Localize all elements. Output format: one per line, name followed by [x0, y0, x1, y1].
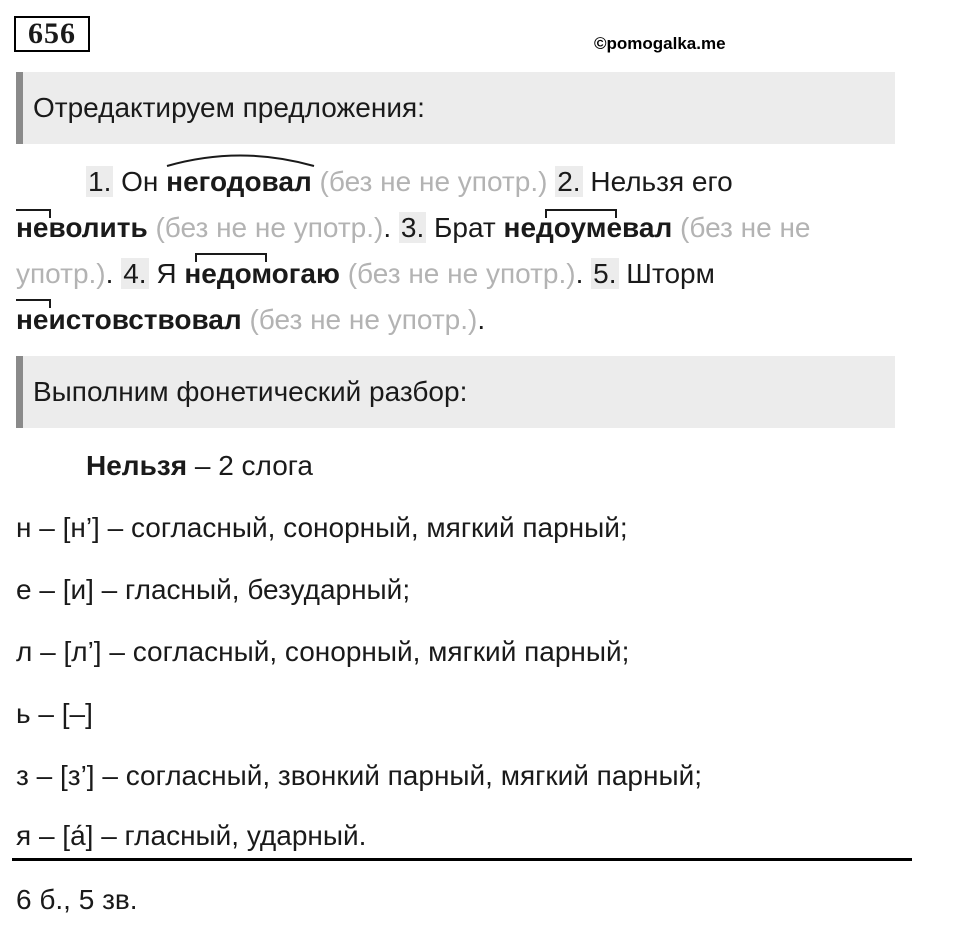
usage-note: (без не не употр.): [249, 304, 478, 335]
watermark: ©pomogalka.me: [594, 34, 726, 53]
analysis-word: Нельзя: [86, 450, 188, 481]
sentence-number: 3.: [400, 212, 425, 243]
target-word: неволить: [16, 212, 148, 243]
summary-divider: [12, 858, 912, 861]
phonetic-row: н – [н’] – согласный, сонорный, мягкий парный;: [16, 512, 628, 543]
sentence-line-last: неистовствовал (без не не употр.).: [16, 304, 486, 335]
task-number: 656: [14, 16, 90, 52]
sentence-line-1: [16, 159, 896, 205]
usage-note: (без не не употр.): [319, 166, 548, 197]
sentence-text: Брат: [426, 212, 504, 243]
usage-note: (без не не употр.): [16, 212, 811, 289]
usage-note: (без не не употр.): [347, 258, 576, 289]
sentence-text: Шторм: [618, 258, 715, 289]
usage-note: (без не не употр.): [155, 212, 384, 243]
section-title-edit: Отредактируем предложения:: [16, 72, 895, 144]
target-word: неистовствовал: [16, 304, 242, 335]
syllable-count: – 2 слога: [187, 450, 313, 481]
target-word: недомогаю: [184, 258, 340, 289]
phonetic-row: е – [и] – гласный, безударный;: [16, 574, 411, 605]
target-word: недоумевал: [503, 212, 673, 243]
sentence-number: 4.: [123, 258, 147, 289]
phonetic-row: я – [а́] – гласный, ударный.: [16, 820, 367, 851]
sentence-number: 1.: [88, 166, 112, 197]
sentence-text: Нельзя его: [582, 166, 733, 197]
phonetic-row: л – [л’] – согласный, сонорный, мягкий парный;: [16, 636, 630, 667]
analysis-word-line: [86, 450, 313, 482]
edited-sentences: [16, 159, 896, 343]
sentence-line-2: неволить (без не не употр.). 3. Брат недоумевал (без не не употр.). 4. Я недомогаю (без не не употр.). 5. Шторм: [16, 212, 811, 289]
sentence-text: Он: [113, 166, 167, 197]
target-word: негодовал: [166, 166, 312, 197]
letters-sounds-summary: 6 б., 5 зв.: [16, 884, 138, 915]
sentence-text: Я: [148, 258, 185, 289]
sentence-number: 2.: [557, 166, 581, 197]
phonetic-row: з – [з’] – согласный, звонкий парный, мягкий парный;: [16, 760, 702, 791]
sentence-number: 5.: [593, 258, 617, 289]
section-title-phonetic: Выполним фонетический разбор:: [16, 356, 895, 428]
phonetic-row: ь – [–]: [16, 698, 93, 729]
